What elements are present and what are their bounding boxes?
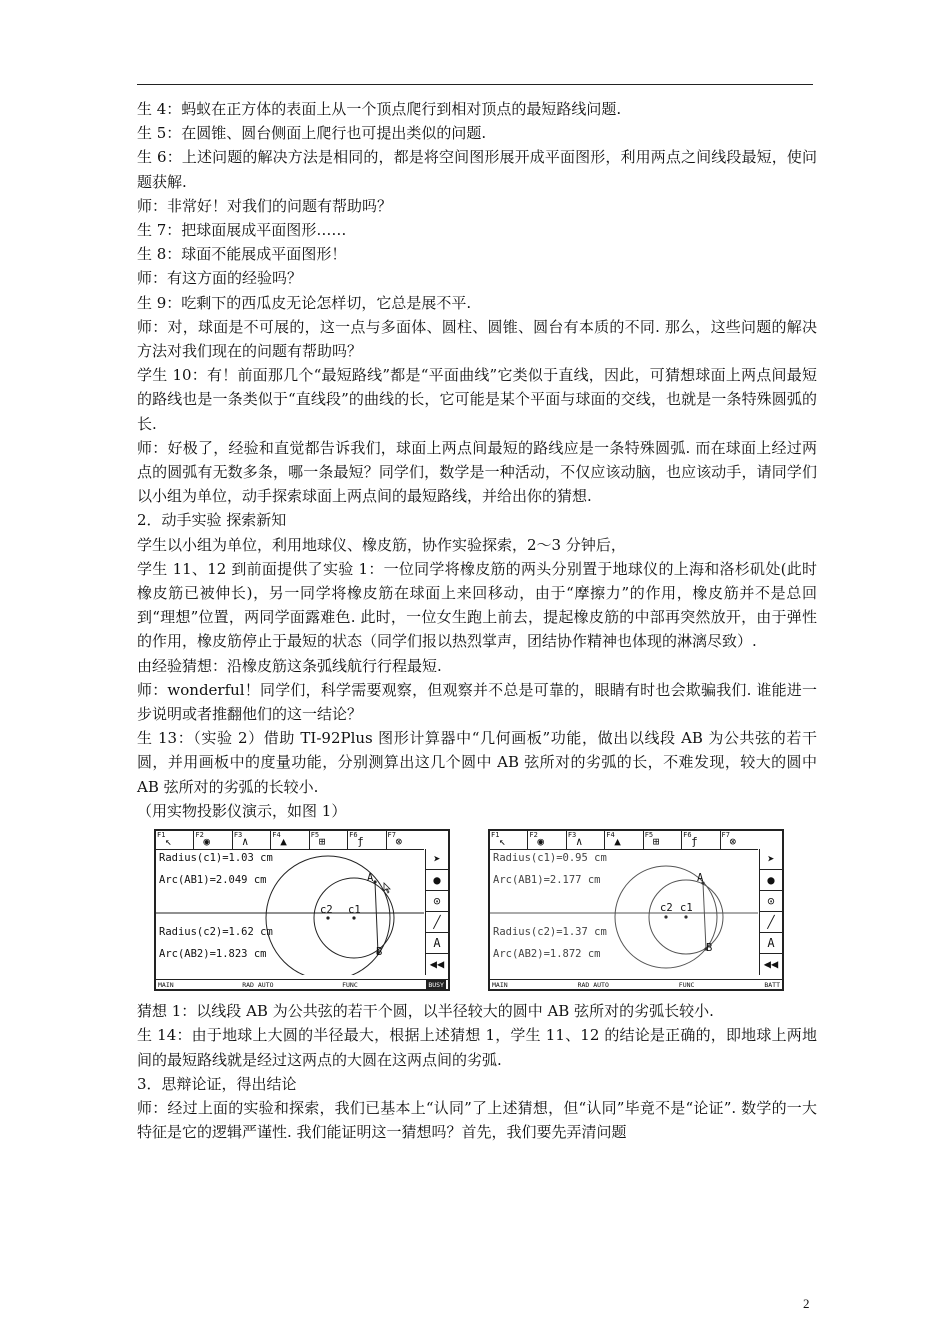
paragraph: 猜想 1：以线段 AB 为公共弦的若干个圆，以半径较大的圆中 AB 弦所对的劣弧长较小. xyxy=(137,1002,714,1021)
angle-icon: ∧ xyxy=(575,835,583,849)
angle-icon: ∧ xyxy=(241,835,249,849)
tab-f2: F2 ◉ xyxy=(528,831,566,849)
line-icon: ╱ xyxy=(760,912,782,933)
line-icon: ╱ xyxy=(426,912,448,933)
measure-icon: ⊞ xyxy=(652,835,660,849)
paragraph: 生 13：（实验 2）借助 TI-92Plus 图形计算器中“几何画板”功能，做出以线段 AB 为公共弦的若干圆，并用画板中的度量功能，分别测算出这几个圆中 AB 弦所对的劣弧的长，不难发现，较大的圆中 AB 弦所对的劣弧的长较小. xyxy=(137,729,817,796)
tab-f6: F6 ƒ xyxy=(348,831,386,849)
paragraph: 师：好极了，经验和直觉都告诉我们，球面上两点间最短的路线应是一条特殊圆弧. 而在球面上经过两点的圆弧有无数多条，哪一条最短？同学们，数学是一种活动，不仅应该动脑，也应该动手，请同学们以小组为单位，动手探索球面上两点间的最短路线，并给出你的猜想. xyxy=(137,438,817,506)
circle-icon: ⊙ xyxy=(426,891,448,912)
point-a xyxy=(373,880,376,883)
circle-icon: ⊙ xyxy=(760,891,782,912)
calc-status-bar: MAIN RAD AUTO FUNC BATT xyxy=(492,981,780,990)
label-b: B xyxy=(706,942,713,955)
center-c2 xyxy=(326,916,329,919)
center-c1 xyxy=(684,915,687,918)
tab-f2: F2 ◉ xyxy=(194,831,232,849)
rewind-icon: ◀◀ xyxy=(429,957,445,972)
paragraph: 生 14：由于地球上大圆的半径最大，根据上述猜想 1，学生 11、12 的结论是正确的，即地球上两地间的最短路线就是经过这两点的大圆在这两点间的劣弧. xyxy=(137,1026,817,1069)
text-icon: A xyxy=(426,933,448,954)
arc-ab1-readout: Arc(AB1)=2.177 cm xyxy=(493,874,601,887)
eye-icon: ◉ xyxy=(203,835,211,849)
header-rule xyxy=(137,84,813,85)
label-c2: c2 xyxy=(320,904,333,917)
paragraph: 由经验猜想：沿橡皮筋这条弧线航行行程最短. xyxy=(137,656,442,675)
tab-f5: F5 ⊞ xyxy=(644,831,682,849)
paragraph: 师：wonderful！同学们，科学需要观察，但观察并不总是可靠的，眼睛有时也会欺骗我们. 谁能进一步说明或者推翻他们的这一结论？ xyxy=(137,680,817,724)
paragraph: 师：对，球面是不可展的，这一点与多面体、圆柱、圆锥、圆台有本质的不同. 那么，这些问题的解决方法对我们现在的问题有帮助吗？ xyxy=(137,317,817,361)
cursor-icon xyxy=(384,883,390,893)
paragraph: 生 6：上述问题的解决方法是相同的，都是将空间图形展开成平面图形，利用两点之间线段最短，使问题获解. xyxy=(137,148,817,191)
paragraph: 生 9：吃剩下的西瓜皮无论怎样切，它总是展不平. xyxy=(137,293,472,312)
calculator-screen-2 xyxy=(488,829,784,991)
page-body xyxy=(137,97,817,1144)
chord-ab xyxy=(375,882,378,953)
paragraph: 学生以小组为单位，利用地球仪、橡皮筋，协作实验探索，2～3 分钟后， xyxy=(137,535,626,554)
eye-icon: ◉ xyxy=(537,835,545,849)
radius-c1-readout: Radius(c1)=0.95 cm xyxy=(493,852,607,865)
point-icon: ● xyxy=(426,870,448,891)
paragraph: 生 8：球面不能展成平面图形！ xyxy=(137,245,347,264)
label-c1: c1 xyxy=(680,902,693,915)
rewind-icon: ◀◀ xyxy=(763,957,779,972)
radius-c2-readout: Radius(c2)=1.62 cm xyxy=(159,926,273,939)
tab-f3: F3 ∧ xyxy=(567,831,605,849)
calculator-screen-1 xyxy=(154,829,450,991)
triangle-icon: ▲ xyxy=(280,835,287,849)
tab-f6: F6 ƒ xyxy=(682,831,720,849)
paragraphs-bottom xyxy=(137,999,817,1144)
paragraph: 生 5：在圆锥、圆台侧面上爬行也可提出类似的问题. xyxy=(137,124,487,143)
label-a: A xyxy=(697,872,704,885)
paragraph: 师：有这方面的经验吗？ xyxy=(137,269,303,288)
paragraph: 师：非常好！对我们的问题有帮助吗？ xyxy=(137,196,393,215)
chord-ab xyxy=(703,883,706,949)
calc-side-tools xyxy=(425,849,448,975)
tab-f1: F1 ↖ xyxy=(156,831,194,849)
section-heading: 3．思辩论证，得出结论 xyxy=(137,1074,297,1093)
paragraph: 生 7：把球面展成平面图形…… xyxy=(137,221,347,240)
arc-ab2-readout: Arc(AB2)=1.872 cm xyxy=(493,948,601,961)
tab-f5: F5 ⊞ xyxy=(310,831,348,849)
label-a: A xyxy=(367,872,374,885)
radius-c2-readout: Radius(c2)=1.37 cm xyxy=(493,926,607,939)
figure-1 xyxy=(137,829,817,993)
tab-f7: F7 ⊗ xyxy=(721,831,737,849)
tab-f1: F1 ↖ xyxy=(490,831,528,849)
paragraph: 学生 10：有！前面那几个“最短路线”都是“平面曲线”它类似于直线，因此，可猜想球面上两点间最短的路线也是一条类似于“直线段”的曲线的长，它可能是某个平面与球面的交线，也就是一条特殊圆弧的长. xyxy=(137,366,817,433)
figure-caption: （用实物投影仪演示，如图 1） xyxy=(137,801,347,820)
paragraph: 师：经过上面的实验和探索，我们已基本上“认同”了上述猜想，但“认同”毕竟不是“论证”. 数学的一大特征是它的逻辑严谨性. 我们能证明这一猜想吗？首先，我们要先弄清问题 xyxy=(137,1098,817,1142)
calc-toolbar xyxy=(156,831,424,850)
arrow-icon: ➤ xyxy=(426,849,448,870)
triangle-icon: ▲ xyxy=(614,835,621,849)
label-c2: c2 xyxy=(660,902,673,915)
tab-f4: F4 ▲ xyxy=(271,831,309,849)
page-number: 2 xyxy=(803,1296,810,1311)
tab-f4: F4 ▲ xyxy=(605,831,643,849)
x-icon: ⊗ xyxy=(395,835,403,849)
paragraphs-top xyxy=(137,97,817,823)
measure-icon: ⊞ xyxy=(318,835,326,849)
section-heading: 2．动手实验 探索新知 xyxy=(137,511,287,530)
x-icon: ⊗ xyxy=(729,835,737,849)
label-b: B xyxy=(376,946,383,959)
calc-side-tools xyxy=(759,849,782,975)
point-icon: ● xyxy=(760,870,782,891)
arc-ab1-readout: Arc(AB1)=2.049 cm xyxy=(159,874,267,887)
arc-ab2-readout: Arc(AB2)=1.823 cm xyxy=(159,948,267,961)
tab-f3: F3 ∧ xyxy=(233,831,271,849)
paragraph: 学生 11、12 到前面提供了实验 1：一位同学将橡皮筋的两头分别置于地球仪的上海和洛杉矶处(此时橡皮筋已被伸长)，另一同学将橡皮筋在球面上来回移动，由于“摩擦力”的作用，橡皮筋并不是总回到“理想”位置，两同学面露难色. 此时，一位女生跑上前去，提起橡皮筋的中部再突然放开，由于弹性的作用，橡皮筋停止于最短的状态（同学们报以热烈掌声，团结协作精神也体现的淋漓尽致）. xyxy=(137,559,817,651)
pointer-icon: ↖ xyxy=(165,835,172,849)
center-c2 xyxy=(664,915,667,918)
calc-toolbar xyxy=(490,831,758,850)
function-icon: ƒ xyxy=(357,835,364,849)
center-c1 xyxy=(352,916,355,919)
paragraph: 生 4：蚂蚁在正方体的表面上从一个顶点爬行到相对顶点的最短路线问题. xyxy=(137,100,622,118)
pointer-icon: ↖ xyxy=(499,835,506,849)
function-icon: ƒ xyxy=(691,835,698,849)
tab-f7: F7 ⊗ xyxy=(387,831,403,849)
label-c1: c1 xyxy=(348,904,361,917)
calc-status-bar: MAIN RAD AUTO FUNC BUSY xyxy=(156,979,448,989)
radius-c1-readout: Radius(c1)=1.03 cm xyxy=(159,852,273,865)
arrow-icon: ➤ xyxy=(760,849,782,870)
text-icon: A xyxy=(760,933,782,954)
